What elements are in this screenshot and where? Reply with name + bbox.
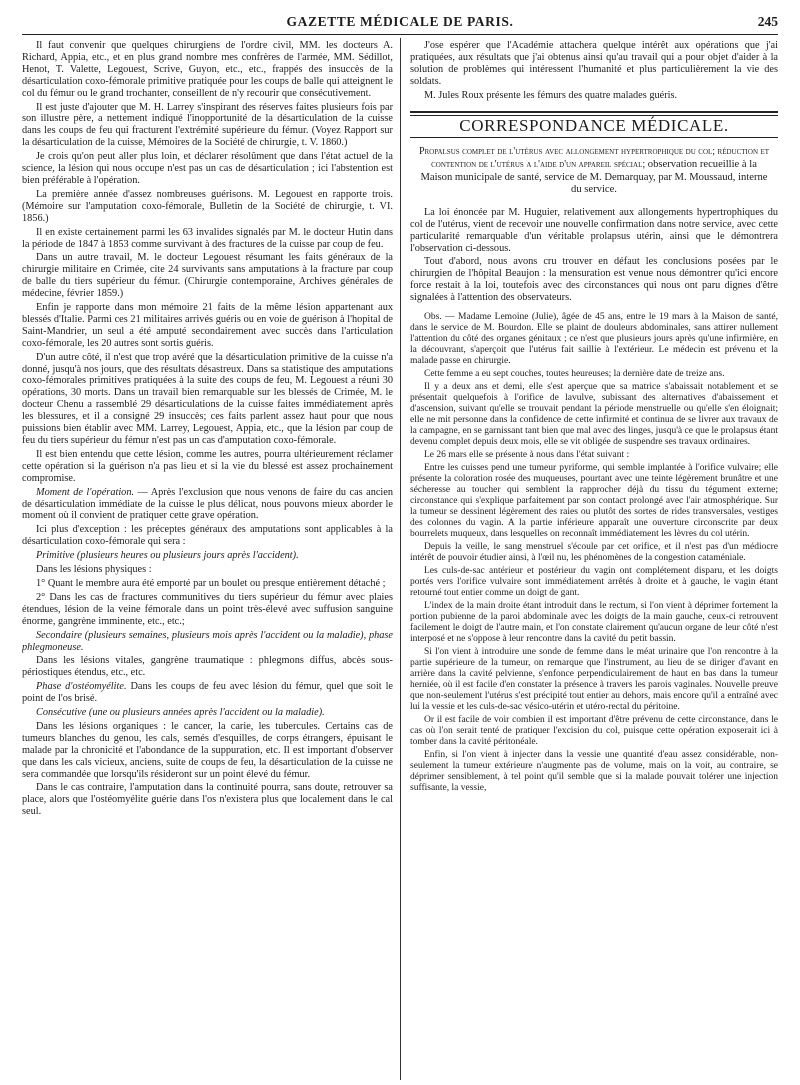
- paragraph: L'index de la main droite étant introduit dans le rectum, si l'on vient à déprimer fortement la portion pubienne de la paroi abdominale avec les doigts de la main gauche, ceux-ci retrouvent facilement le doigt de l'autre main, et l'on constate clairement qu'aucun organe de leur côté n'est interposé et ne s'oppose à leur rencontre dans la cavité du petit bassin.: [410, 601, 778, 645]
- paragraph: Dans un autre travail, M. le docteur Legouest résumant les faits généraux de la chirurgie militaire en Crimée, cite 24 survivants sans amputations à la fracture par coup de balle du tiers supérieur du fémur. (Chirurgie contemporaine, Archives générales de médecine, février 1859.): [22, 252, 393, 300]
- paragraph: M. Jules Roux présente les fémurs des quatre malades guéris.: [424, 89, 678, 101]
- run-in-heading: Phase d'ostéomyélite.: [36, 681, 127, 693]
- column-divider: [400, 38, 401, 1080]
- paragraph: 2° Dans les cas de fractures communitives du tiers supérieur du fémur avec plaies étendues, lésion de la veine fémorale dans un point très-élevé avec suffusion sanguine énorme, gangrène imminente, etc., etc.;: [22, 591, 393, 627]
- section-header: [410, 115, 778, 139]
- running-header: [22, 14, 778, 35]
- paragraph: Or il est facile de voir combien il est important d'être prévenu de cette circonstance, dans le cas où l'on serait tenté de pratiquer l'excision du col, puisque cette opération exposerait ici à tomber dans la cavité péritonéale.: [410, 715, 778, 748]
- paragraph: Secondaire (plusieurs semaines, plusieurs mois après l'accident ou la maladie), phase phlegmoneuse.: [22, 629, 393, 653]
- section-title: CORRESPONDANCE MÉDICALE.: [459, 115, 729, 135]
- run-in-heading: Moment de l'opération.: [36, 486, 135, 498]
- paragraph: Il est juste d'ajouter que M. H. Larrey s'inspirant des réserves faites plusieurs fois par son illustre père, a nettement indiqué l'inopportunité de la désarticulation de la cuisse dans les coups de feu qui fracturent l'extrémité supérieure du fémur. (Voyez Rapport sur la désarticulation de la cuisse, Mémoires de la Société de chirurgie, t. V. 1860.): [22, 101, 393, 149]
- paragraph: [22, 487, 393, 523]
- observation-block: [410, 312, 778, 794]
- paragraph: Si l'on vient à introduire une sonde de femme dans le méat urinaire que l'on rencontre à la partie supérieure de la tumeur, on remarque que l'instrument, au lieu de se diriger d'avant en arrière dans la cavité pelvienne, s'enfonce perpendiculairement de haut en bas dans la tumeur herniée, où il est facile d'en constater la présence à travers les parois vaginales. Nouvelle preuve que non-seulement l'utérus s'est précipité tout entier au dehors, mais encore qu'il a entraîné avec lui la vessie et les culs-de-sac vésico-utérin et utéro-rectal du péritoine.: [410, 647, 778, 713]
- paragraph: Cette femme a eu sept couches, toutes heureuses; la dernière date de treize ans.: [424, 369, 725, 380]
- paragraph: Obs. — Madame Lemoine (Julie), âgée de 45 ans, entre le 19 mars à la Maison de santé, dans le service de M. Bourdon. Elle se plaint de douleurs abdominales, sans attirer nullement l'attention du côté des organes génitaux ; ce n'est que plusieurs jours après qu'une infirmière, en la découvrant, s'aperçoit que l'utérus fait saillie à l'extérieur. Le médecin est prévenu et la malade passe en chirurgie.: [410, 312, 778, 367]
- paragraph: D'un autre côté, il n'est que trop avéré que la désarticulation primitive de la cuisse n'a donné, jusqu'à nos jours, que des résultats désastreux. Dans sa statistique des amputations coxo-fémorales primitives pratiquées à la suite des coups de feu, M. Legouest a réuni 30 opérations, 30 morts. Dans un travail bien remarquable sur les blessés de Crimée, M. le docteur Chenu a rassemblé 29 désarticulations de la cuisse faites immédiatement après les blessures, et il a consigné 29 insuccès; ces faits parlent assez haut pour que nous puissions bien établir avec MM. Larrey, Legouest, Appia, etc., que la lésion par coup de feu du tiers supérieur du fémur n'est pas un cas d'amputation coxo-fémorale.: [22, 351, 393, 446]
- paragraph: La première année d'assez nombreuses guérisons. M. Legouest en rapporte trois. (Mémoire sur l'amputation coxo-fémorale, Bulletin de la Société de chirurgie, t. VI. 1856.): [22, 188, 393, 224]
- paragraph: La loi énoncée par M. Huguier, relativement aux allongements hypertrophiques du col de l'utérus, vient de recevoir une nouvelle confirmation dans notre service, avec cette particularité remarquable d'un véritable prolapsus utérin, ainsi que le démontrera l'observation ci-dessous.: [410, 206, 778, 254]
- paragraph: Dans les lésions vitales, gangrène traumatique : phlegmons diffus, abcès sous-périostiques étendus, etc., etc.: [22, 655, 393, 679]
- article-heading-caps: Propalsus complet de l'utérus avec allongement hypertrophique du col; réduction et contention de l'utérus a l'aide d'un appareil spécial;: [418, 146, 770, 171]
- paragraph: Ici plus d'exception : les préceptes généraux des amputations sont applicables à la désarticulation coxo-fémorale qui sera :: [22, 524, 393, 548]
- article-heading: [410, 146, 778, 196]
- paragraph: J'ose espérer que l'Académie attachera quelque intérêt aux opérations que j'ai pratiquées, aux résultats que j'ai obtenus ainsi qu'au travail qui a pour objet d'aider à la solution de problèmes qui intéressent l'humanité et plus particulièrement la vie des soldats.: [410, 40, 778, 87]
- article-heading-rest: observation recueillie à la Maison municipale de santé, service de M. Demarquay, par M. Moussaud, interne du service.: [420, 159, 768, 196]
- paragraph: Il y a deux ans et demi, elle s'est aperçue que sa matrice s'abaissait notablement et se présentait quelquefois à l'orifice de lavulve, subissant des alternatives d'abaissement et d'ascension, suivant qu'elle se trouvait pendant la période menstruelle ou qu'elle s'en éloignait; elle ne mit personne dans la confidence de cette infirmité et continua de se livrer aux travaux de la campagne, en se garnissant tant bien que mal avec des linges, jusqu'à ce que le prolapsus étant devenu complet depuis deux mois, elle se vit obligée de suspendre ses travaux ordinaires.: [410, 382, 778, 448]
- paragraph: 1° Quant le membre aura été emporté par un boulet ou presque entièrement détaché ;: [36, 577, 386, 589]
- paragraph-text: Dans les coups de feu avec lésion du fémur, quel que soit le point de l'os brisé.: [22, 681, 393, 705]
- paragraph: Les culs-de-sac antérieur et postérieur du vagin ont complétement disparu, et les doigts portés vers l'orifice vulvaire sont immédiatement arrêtés à droite et à gauche, le vagin étant retourné tout entier comme un doigt de gant.: [410, 566, 778, 599]
- right-column: [410, 40, 778, 1080]
- paragraph: Depuis la veille, le sang menstruel s'écoule par cet orifice, et il n'est pas d'un médiocre intérêt de pouvoir étudier ainsi, à l'œil nu, les phénomènes de la congestion cataméniale.: [410, 542, 778, 564]
- paragraph: Le 26 mars elle se présente à nous dans l'état suivant :: [424, 450, 630, 461]
- journal-title: GAZETTE MÉDICALE DE PARIS.: [286, 14, 514, 29]
- paragraph: Consécutive (une ou plusieurs années après l'accident ou la maladie).: [36, 707, 325, 719]
- paragraph: Tout d'abord, nous avons cru trouver en défaut les conclusions posées par le chirurgien de l'hôpital Beaujon : la mensuration est venue nous démontrer qu'ici encore force restait à la loi, toutefois avec des circonstances qui nous ont paru dignes d'être signalées à l'attention des observateurs.: [410, 256, 778, 304]
- page-number: 245: [757, 14, 778, 29]
- paragraph: Je crois qu'on peut aller plus loin, et déclarer résolûment que dans l'état actuel de la science, la lésion qui nous occupe n'est pas un cas de désarticulation ; ici l'abstention est bien préférable à l'opération.: [22, 151, 393, 186]
- section-rule: [410, 111, 778, 113]
- paragraph: Dans le cas contraire, l'amputation dans la continuité pourra, sans doute, retrouver sa place, alors que l'ostéomyélite guérie dans l'os n'existera plus que localement dans le cal seul.: [22, 782, 393, 818]
- paragraph: Il en existe certainement parmi les 63 invalides signalés par M. le docteur Hutin dans la période de 1847 à 1853 comme survivant à des fractures de la cuisse par coup de feu.: [22, 226, 393, 250]
- paragraph: Il faut convenir que quelques chirurgiens de l'ordre civil, MM. les docteurs A. Richard, Appia, etc., et en plus grand nombre mes confrères de l'armée, MM. Sédillot, Henot, T. Valette, Legouest, Scrive, Guyon, etc., etc., frappés des insuccès de la désarticulation coxo-fémorale primitive pratiquée pour les coups de balle qui atteignent le col du fémur ou le grand trochanter, conseillent de n'y recourir que consécutivement.: [22, 40, 393, 99]
- paragraph: Dans les lésions organiques : le cancer, la carie, les tubercules. Certains cas de tumeurs blanches du genou, les cals, semés d'esquilles, de corps étrangers, épuisant le malade par la chronicité et l'abondance de la suppuration, etc. Il est important d'observer que dans les cals vicieux, anciens, suite de coups de feu, la désarticulation de la cuisse ne sera commandée que lorsqu'ils résideront sur un point élevé du fémur.: [22, 720, 393, 780]
- paragraph: Enfin, si l'on vient à injecter dans la vessie une quantité d'eau assez considérable, non-seulement la tumeur extérieure n'augmente pas de volume, mais on la voit, au contraire, se déprimer sensiblement, à tel point qu'il semble que si la malade pouvait tolérer une injection suffisante, la vessie,: [410, 750, 778, 794]
- paragraph: Entre les cuisses pend une tumeur pyriforme, qui semble implantée à l'orifice vulvaire; elle présente la coloration rosée des muqueuses, pourtant avec une teinte légèrement brunâtre et une sécheresse au toucher qui semblent la rapprocher déjà du tissu du tégument externe; circonstance qui s'explique parfaitement par son contact prolongé avec l'air atmosphérique. Sur la tumeur se dessinent légèrement des raies ou plutôt des sortes de rides transversales, vestiges des colonnes du vagin. A la partie inférieure apparaît une ouverture circonscrite par deux bourrelets muqueux, dans lesquelles on reconnaît immédiatement les lèvres du col utérin.: [410, 463, 778, 540]
- paragraph: Il est bien entendu que cette lésion, comme les autres, pourra ultérieurement réclamer cette opération si la guérison n'a pas lieu et si la vie du blessé est assez prochainement compromise.: [22, 448, 393, 484]
- left-column: [22, 40, 393, 1080]
- paragraph-text: — Après l'exclusion que nous venons de faire du cas ancien de désarticulation immédiate de la cuisse le plus délicat, nous pouvons mieux aborder le moment où il convient de pratiquer cette grave opération.: [22, 486, 393, 522]
- paragraph: Enfin je rapporte dans mon mémoire 21 faits de la même lésion appartenant aux blessés d'Italie. Parmi ces 21 militaires arrivés guéris ou en voie de guérison à l'hopital de Saint-Mandrier, un seul a été amputé secondairement avec succès dans l'articulation coxo-fémorale, les 20 autres sont sortis guéris.: [22, 302, 393, 349]
- paragraph: [22, 681, 393, 705]
- paragraph: Dans les lésions physiques :: [36, 564, 152, 576]
- paragraph: Primitive (plusieurs heures ou plusieurs jours après l'accident).: [36, 550, 299, 562]
